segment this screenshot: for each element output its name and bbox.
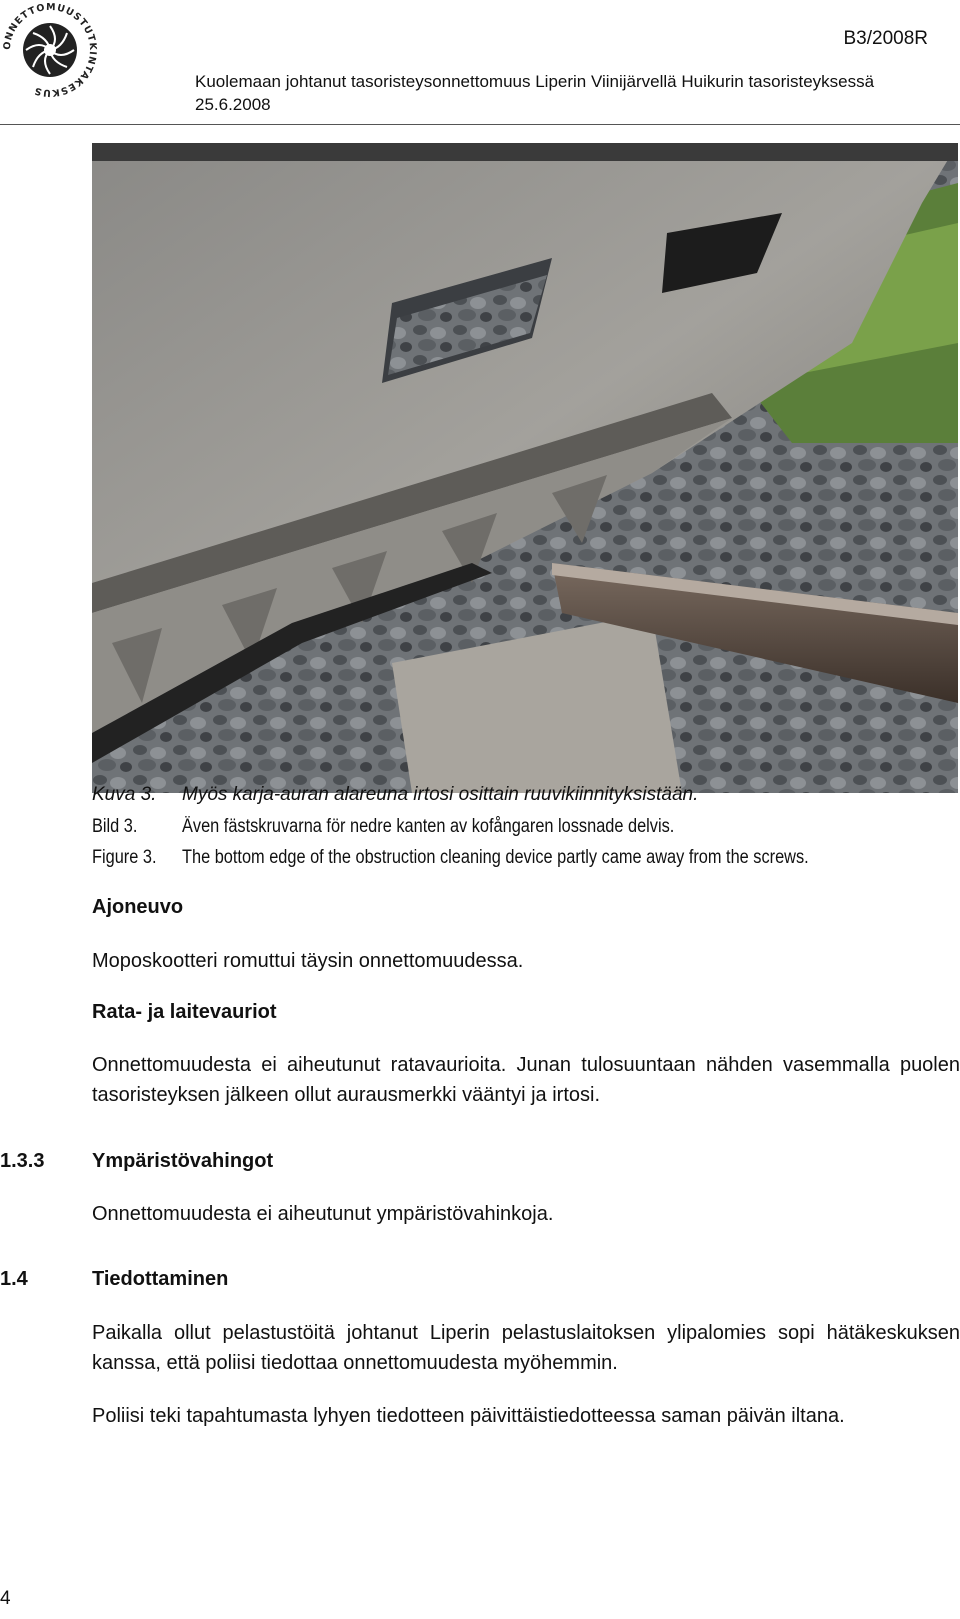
header-title: Kuolemaan johtanut tasoristeysonnettomuus Liperin Viinijärvellä Huikurin tasoristeyksessä 25.6.2008 [195,72,875,114]
caption-en-text: The bottom edge of the obstruction cleaning device partly came away from the screws. [182,847,809,868]
paragraph-tiedottaminen-2: Poliisi teki tapahtumasta lyhyen tiedotteen päivittäistiedotteessa saman päivän iltana. [92,1405,845,1427]
heading-ajoneuvo: Ajoneuvo [92,896,184,918]
header-divider [0,124,960,125]
svg-text:ONNETTOMUUSTUTKINTAKESKUS: ONNETTOMUUSTUTKINTAKESKUS [1,1,99,99]
page-number: 4 [0,1588,11,1609]
section-number-1-3-3: 1.3.3 [0,1150,45,1172]
report-id: B3/2008R [843,28,928,49]
caption-sv-text: Även fästskruvarna för nedre kanten av kofångaren lossnade delvis. [182,816,675,837]
paragraph-ajoneuvo: Moposkootteri romuttui täysin onnettomuudessa. [92,950,524,972]
section-number-1-4: 1.4 [0,1268,28,1290]
caption-fi-label: Kuva 3. [92,784,157,805]
agency-logo [0,0,100,100]
paragraph-ymparisto: Onnettomuudesta ei aiheutunut ympäristövahinkoja. [92,1203,554,1225]
heading-ymparisto: Ympäristövahingot [92,1150,274,1172]
accident-photo [92,143,958,793]
heading-tiedottaminen: Tiedottaminen [92,1268,229,1290]
paragraph-rata: Onnettomuudesta ei aiheutunut ratavaurioita. Junan tulosuuntaan nähden vasemmalla puolen tasoristeyksen jälkeen ollut aurausmerkki vääntyi ja irtosi. [92,1054,960,1106]
caption-sv-label: Bild 3. [92,816,138,837]
caption-en-label: Figure 3. [92,847,157,868]
heading-rata: Rata- ja laitevauriot [92,1001,277,1023]
paragraph-tiedottaminen-1: Paikalla ollut pelastustöitä johtanut Liperin pelastuslaitoksen ylipalomies sopi hätäkeskuksen kanssa, että poliisi tiedottaa onnettomuudesta myöhemmin. [92,1322,960,1374]
caption-fi-text: Myös karja-auran alareuna irtosi osittain ruuvikiinnityksistään. [182,784,699,805]
